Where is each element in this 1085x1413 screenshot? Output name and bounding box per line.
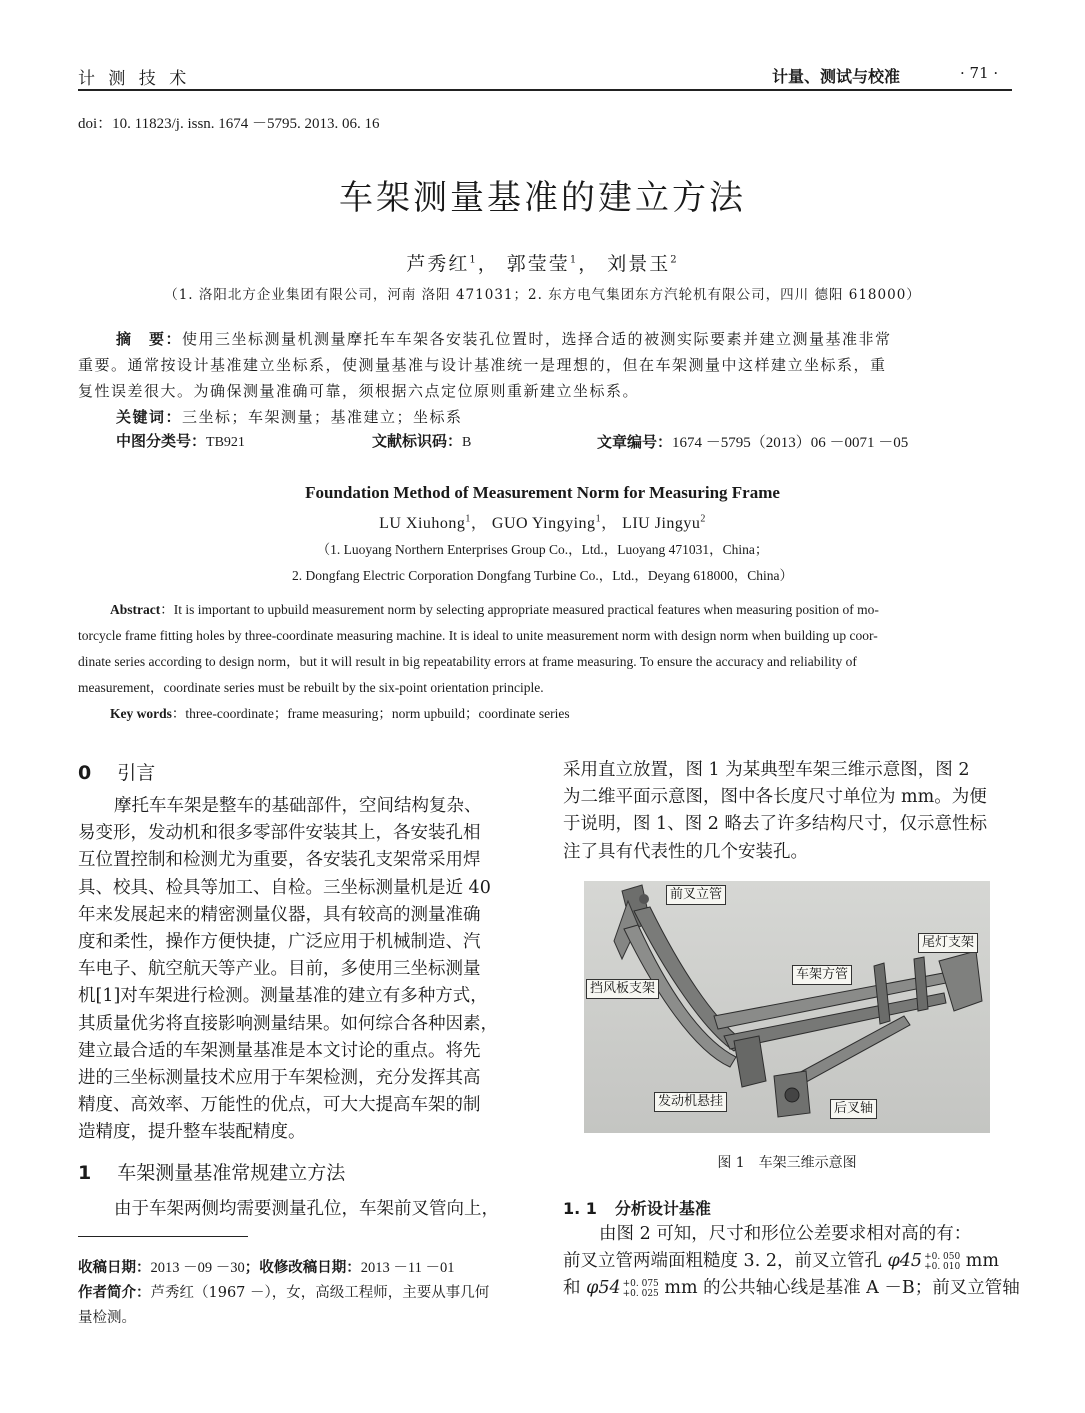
received-label: 收稿日期： [78, 1260, 151, 1276]
paragraph-line: 车电子、航空航天等产业。目前，多使用三坐标测量 [78, 959, 481, 980]
paragraph-line: 为二维平面示意图，图中各长度尺寸单位为 mm。为便 [563, 787, 987, 808]
clc-number [116, 430, 245, 456]
label-taillight-bracket: 尾灯支架 [918, 933, 978, 953]
author-affiliation-mark: 2 [670, 254, 679, 266]
section-1-1-heading [563, 1196, 1013, 1219]
text-run: mm [960, 1251, 999, 1272]
keywords-cn: 三坐标；车架测量；基准建立；坐标系 [182, 408, 463, 426]
abstract-en [78, 597, 1012, 727]
clc-label: 中图分类号： [116, 432, 207, 450]
abstract-cn-label: 摘 要： [116, 330, 183, 348]
authors-cn [0, 249, 1085, 276]
abstract-en-line: measurement，coordinate series must be rebuilt by the six-point orientation principle. [78, 680, 544, 695]
section-name: 计量、测试与校准 [772, 67, 901, 86]
keywords-cn-label: 关键词： [116, 408, 183, 426]
abstract-cn-line: 重要。通常按设计基准建立坐标系，使测量基准与设计基准统一是理想的，但在车架测量中这样建立坐标系，重 [78, 356, 887, 374]
paragraph-line: 于说明，图 1、图 2 略去了许多结构尺寸，仅示意性标 [563, 814, 987, 835]
label-engine-mount: 发动机悬挂 [654, 1092, 727, 1112]
keywords-en-label: Key words [110, 706, 172, 721]
abstract-cn-line: 复性误差很大。为确保测量准确可靠，须根据六点定位原则重新建立坐标系。 [78, 382, 640, 400]
author-cn: 刘景玉 [607, 253, 671, 275]
bio-text: 芦秀红（1967 －），女，高级工程师，主要从事几何 [150, 1285, 490, 1301]
section-number: 0 [78, 762, 92, 784]
section-0-heading [78, 758, 528, 785]
author-separator: ， [578, 253, 600, 275]
paragraph-line: 机[1]对车架进行检测。测量基准的建立有多种方式， [78, 986, 488, 1007]
section-1-heading [78, 1158, 528, 1185]
text-run: mm 的公共轴心线是基准 A －B；前叉立管轴 [658, 1278, 1020, 1299]
label-windshield-bracket: 挡风板支架 [586, 979, 659, 999]
label-frame-square-tube: 车架方管 [792, 965, 852, 985]
received-date: 2013 －09 －30 [150, 1260, 245, 1276]
affiliation-en-line: （1. Luoyang Northern Enterprises Group Co.，Ltd.，Luoyang 471031，China； [316, 542, 769, 557]
header-rule [78, 89, 1012, 91]
author-affiliation-mark: 1 [465, 513, 471, 525]
revised-date: 2013 －11 －01 [360, 1260, 455, 1276]
doc-value: B [462, 435, 472, 450]
revised-label: ；收修改稿日期： [244, 1260, 361, 1276]
motorcycle-frame-drawing [584, 881, 990, 1133]
section-title: 引言 [117, 762, 156, 784]
doi: doi：10. 11823/j. issn. 1674 －5795. 2013. 06. 16 [78, 116, 380, 132]
abstract-cn [78, 326, 1012, 430]
paragraph-line: 具、校具、检具等加工、自检。三坐标测量机是近 40 [78, 877, 491, 898]
footnote [78, 1255, 528, 1331]
label-rear-fork-axle: 后叉轴 [830, 1099, 877, 1119]
paragraph-line [563, 1248, 1013, 1275]
section-title: 分析设计基准 [614, 1199, 711, 1218]
paragraph-line: 度和柔性，操作方便快捷，广泛应用于机械制造、汽 [78, 932, 481, 953]
figure-1-caption: 图 1 车架三维示意图 [717, 1155, 857, 1171]
diameter-symbol: φ54 [586, 1278, 621, 1299]
bio-label: 作者简介： [78, 1285, 151, 1301]
abstract-en-line: torcycle frame fitting holes by three-coordinate measuring machine. It is ideal to unite measurement norm with design norm when building up coor- [78, 628, 878, 643]
paragraph-line: 进的三坐标测量技术应用于车架检测，充分发挥其高 [78, 1068, 481, 1089]
paragraph-line: 由图 2 可知，尺寸和形位公差要求相对高的有： [599, 1224, 972, 1244]
text-run: 前叉立管两端面粗糙度 3. 2，前叉立管孔 [563, 1251, 888, 1272]
paragraph-line: 采用直立放置，图 1 为某典型车架三维示意图，图 2 [563, 760, 970, 780]
paragraph-line: 建立最合适的车架测量基准是本文讨论的重点。将先 [78, 1040, 481, 1061]
section-0-body [78, 793, 528, 1147]
author-affiliation-mark: 1 [595, 513, 602, 525]
author-en: GUO Yingying [491, 515, 596, 532]
author-cn: 芦秀红 [406, 253, 470, 275]
paragraph-line: 注了具有代表性的几个安装孔。 [563, 841, 808, 862]
paragraph-line: 易变形，发动机和很多零部件安装其上，各安装孔相 [78, 823, 481, 844]
text-run: 和 [563, 1278, 587, 1299]
right-intro [563, 757, 1013, 866]
abstract-en-line: It is important to upbuild measurement norm by selecting appropriate measured practical features when measuring position of mo- [173, 602, 879, 617]
section-title: 车架测量基准常规建立方法 [117, 1162, 346, 1184]
paragraph-line: 互位置控制和检测尤为重要，各安装孔支架常采用焊 [78, 850, 481, 871]
paper-title-en: Foundation Method of Measurement Norm for Measuring Frame [305, 483, 780, 502]
journal-name: 计 测 技 术 [78, 69, 191, 89]
tolerance-45 [924, 1252, 960, 1272]
abstract-cn-line: 使用三坐标测量机测量摩托车车架各安装孔位置时，选择合适的被测实际要素并建立测量基准非常 [182, 330, 892, 348]
label-front-fork-tube: 前叉立管 [666, 885, 726, 905]
tolerance-54 [623, 1279, 659, 1299]
paragraph-line: 其质量优劣将直接影响测量结果。如何综合各种因素， [78, 1013, 498, 1034]
paper-title-cn: 车架测量基准的建立方法 [339, 178, 746, 218]
abstract-en-colon: ： [160, 602, 174, 617]
keywords-en-colon: ： [171, 706, 186, 721]
author-en: LIU Jingyu [622, 515, 701, 532]
art-value: 1674 －5795（2013）06 －0071 －05 [672, 435, 909, 451]
keywords-en: three-coordinate；frame measuring；norm upbuild；coordinate series [185, 706, 570, 721]
author-en: LU Xiuhong [379, 515, 466, 532]
document-code [372, 430, 471, 456]
paragraph-line: 造精度，提升整车装配精度。 [78, 1122, 306, 1143]
bio-text: 量检测。 [78, 1310, 136, 1326]
author-affiliation-mark: 2 [700, 513, 706, 525]
doc-label: 文献标识码： [372, 432, 463, 450]
affiliation-en-line: 2. Dongfang Electric Corporation Dongfang Turbine Co.，Ltd.，Deyang 618000，China） [292, 568, 793, 583]
author-affiliation-mark: 1 [569, 254, 579, 266]
tolerance-upper: +0. 075 [622, 1278, 659, 1289]
affiliation-cn: （1. 洛阳北方企业集团有限公司，河南 洛阳 471031；2. 东方电气集团东方汽轮机有限公司，四川 德阳 618000） [164, 287, 921, 303]
paragraph-line: 精度、高效率、万能性的优点，可大大提高车架的制 [78, 1095, 481, 1116]
section-number: 1. 1 [563, 1199, 597, 1218]
tolerance-upper: +0. 050 [924, 1251, 961, 1262]
section-number: 1 [78, 1162, 92, 1184]
section-1-1-body [563, 1221, 1020, 1303]
clc-value: TB921 [206, 435, 245, 450]
authors-en: LU Xiuhong$^1$， GUO Yingying$^1$， LIU Jingyu$^2$ [379, 513, 706, 532]
footnote-rule [78, 1236, 248, 1237]
abstract-en-label: Abstract [110, 602, 161, 617]
diameter-symbol: φ45 [887, 1251, 923, 1272]
tolerance-lower: +0. 010 [924, 1261, 961, 1272]
section-1-first-line: 由于车架两侧均需要测量孔位，车架前叉管向上， [114, 1199, 499, 1219]
author-separator: ， [477, 253, 499, 275]
page-number: · 71 · [960, 64, 999, 82]
abstract-en-line: dinate series according to design norm，but it will result in big repeatability errors at frame measuring. To ensure the accuracy and reliability of [78, 654, 857, 669]
art-label: 文章编号： [597, 433, 673, 451]
paragraph-line [563, 1275, 1020, 1302]
author-cn: 郭莹莹 [506, 253, 570, 275]
article-number [597, 430, 908, 456]
tolerance-lower: +0. 025 [622, 1288, 659, 1299]
author-affiliation-mark: 1 [469, 254, 478, 266]
figure-1-frame-render [584, 881, 990, 1133]
paragraph-line: 摩托车车架是整车的基础部件，空间结构复杂、 [114, 796, 482, 816]
paragraph-line: 年来发展起来的精密测量仪器，具有较高的测量准确 [78, 904, 481, 925]
